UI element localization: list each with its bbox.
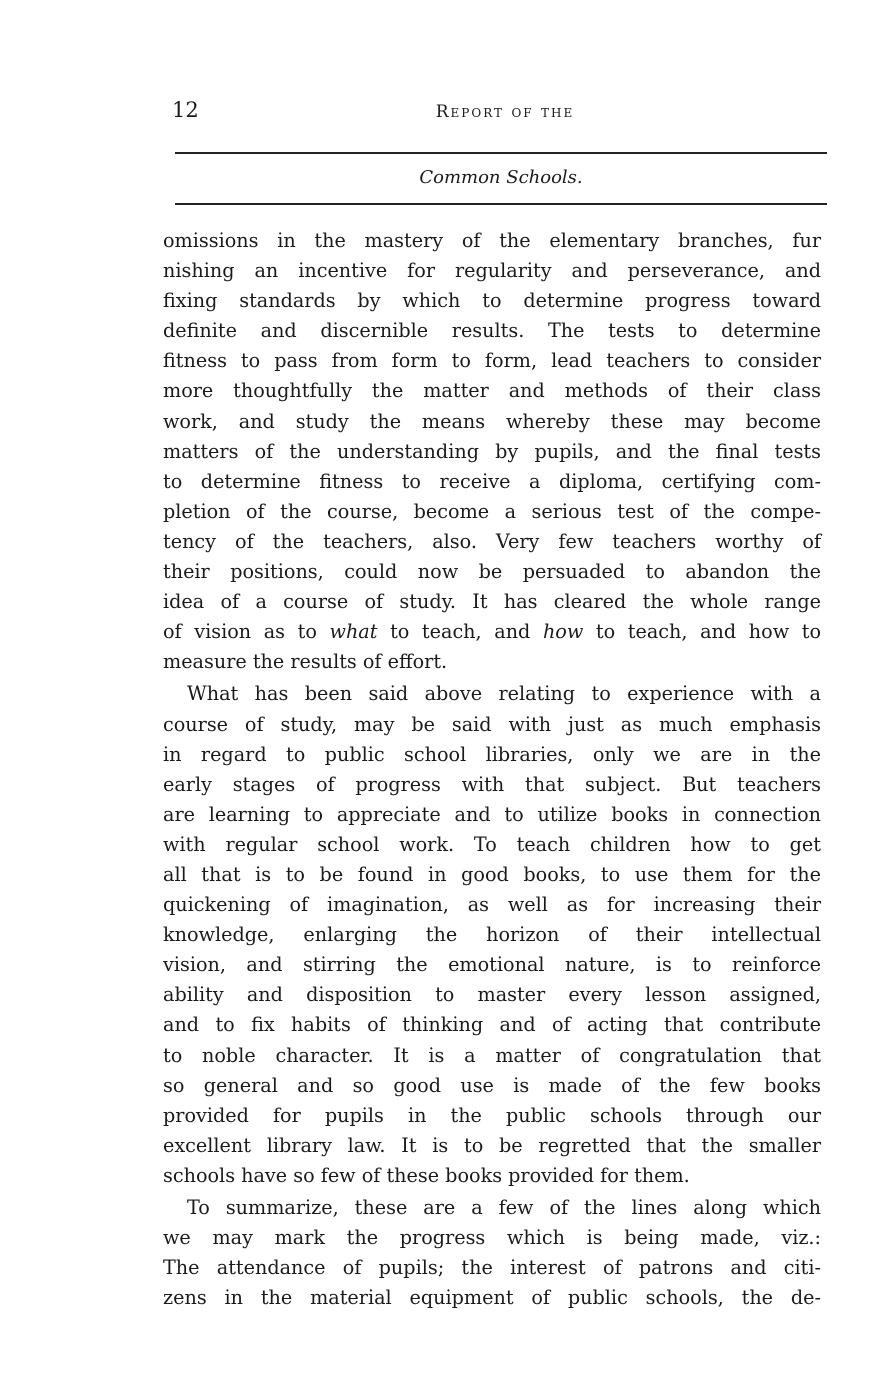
text-line: idea of a course of study. It has cleared the whole range	[163, 590, 821, 614]
text-line: work, and study the means whereby these may become	[163, 409, 821, 433]
body-text	[163, 226, 821, 1313]
text-line: measure the results of effort.	[163, 650, 448, 674]
text-line-with-emphasis	[163, 617, 821, 647]
text-line: tency of the teachers, also. Very few teachers worthy of	[163, 529, 821, 553]
text-line: in regard to public school libraries, only we are in the	[163, 742, 821, 766]
text-line: course of study, may be said with just as much emphasis	[163, 712, 821, 736]
section-subtitle: Common Schools.	[419, 167, 583, 188]
emphasis-how: how	[542, 620, 584, 644]
text-line: zens in the material equipment of public schools, the de-	[163, 1286, 821, 1310]
text-line: To summarize, these are a few of the lines along which	[187, 1196, 821, 1219]
text-line: with regular school work. To teach children how to get	[163, 832, 821, 856]
text-line: fitness to pass from form to form, lead teachers to consider	[163, 349, 821, 373]
text-line: to determine fitness to receive a diploma, certifying com-	[163, 469, 821, 493]
text-line: provided for pupils in the public schools through our	[163, 1103, 821, 1127]
text-line: fixing standards by which to determine progress toward	[163, 289, 821, 313]
text-line: ability and disposition to master every lesson assigned,	[163, 983, 821, 1007]
text-line: The attendance of pupils; the interest of patrons and citi-	[163, 1256, 821, 1280]
text-line: quickening of imagination, as well as for increasing their	[163, 893, 821, 917]
text-line: their positions, could now be persuaded to abandon the	[163, 560, 821, 584]
text-line: to noble character. It is a matter of congratulation that	[163, 1043, 821, 1067]
paragraph-1	[163, 226, 821, 677]
page-number: 12	[172, 98, 199, 122]
text-line: omissions in the mastery of the elementary branches, fur	[163, 229, 821, 252]
text-fragment: to teach, and how to	[583, 620, 821, 644]
text-line: What has been said above relating to experience with a	[187, 682, 821, 706]
text-line: pletion of the course, become a serious test of the compe-	[163, 499, 821, 523]
text-line: we may mark the progress which is being made, viz.:	[163, 1226, 821, 1250]
text-line: nishing an incentive for regularity and perseverance, and	[163, 259, 821, 283]
header-rule-top	[175, 152, 827, 154]
text-fragment: of vision as to	[163, 620, 330, 644]
text-line: vision, and stirring the emotional nature, is to reinforce	[163, 953, 821, 977]
header-rule-bottom	[175, 203, 827, 205]
paragraph-3	[163, 1193, 821, 1313]
text-fragment: to teach, and	[377, 620, 543, 644]
emphasis-what: what	[329, 620, 378, 644]
text-line: and to fix habits of thinking and of acting that contribute	[163, 1013, 821, 1037]
text-line: all that is to be found in good books, to use them for the	[163, 862, 821, 886]
text-line: so general and so good use is made of the few books	[163, 1073, 821, 1097]
running-title: Report of the	[435, 102, 575, 122]
paragraph-2	[163, 679, 821, 1191]
text-line: knowledge, enlarging the horizon of their intellectual	[163, 923, 821, 947]
text-line: definite and discernible results. The tests to determine	[163, 319, 821, 343]
text-line: early stages of progress with that subject. But teachers	[163, 772, 821, 796]
text-line: matters of the understanding by pupils, and the final tests	[163, 439, 821, 463]
text-line: schools have so few of these books provided for them.	[163, 1163, 690, 1187]
text-line: are learning to appreciate and to utilize books in connection	[163, 802, 821, 826]
text-line: excellent library law. It is to be regretted that the smaller	[163, 1133, 821, 1157]
text-line: more thoughtfully the matter and methods of their class	[163, 379, 821, 403]
